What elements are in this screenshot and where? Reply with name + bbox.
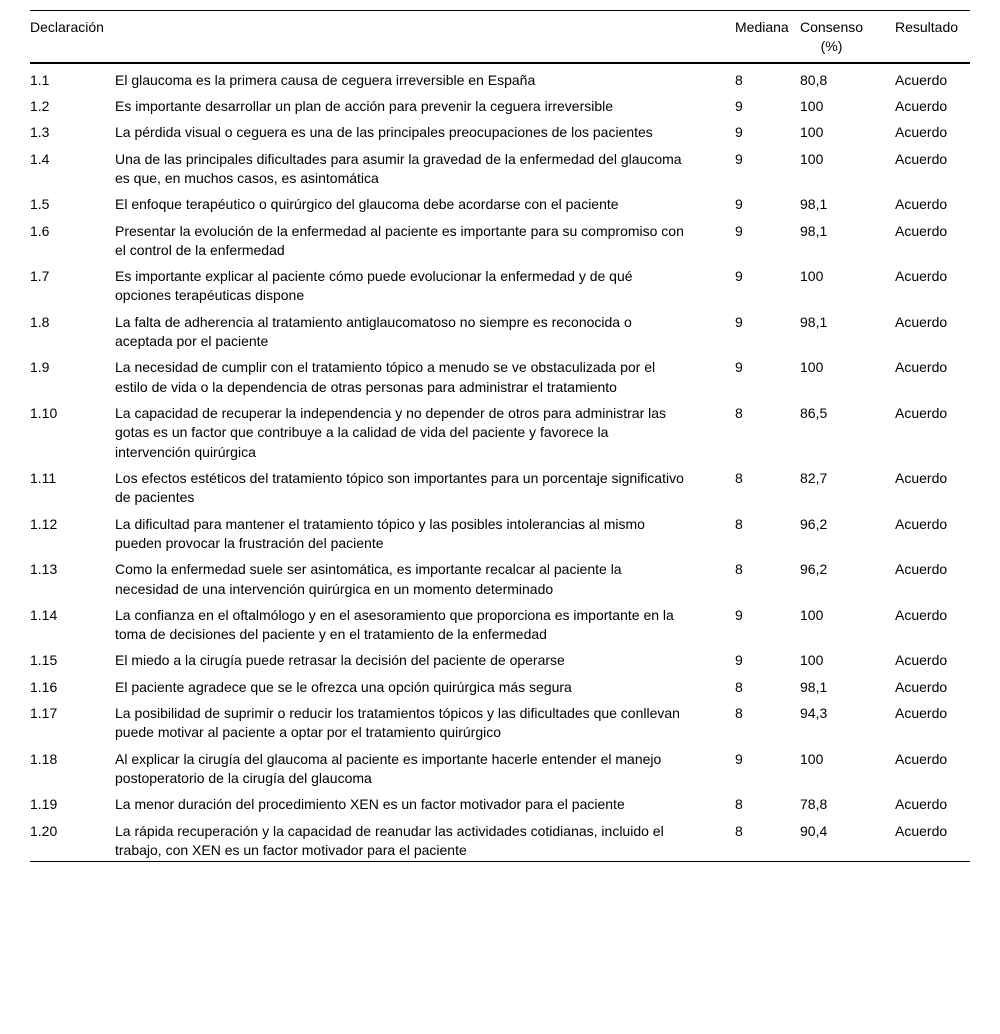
statement-text: La dificultad para mantener el tratamiento tópico y las posibles intolerancias al mismo pueden provocar la frustración del paciente bbox=[115, 515, 645, 551]
median-value: 9 bbox=[735, 750, 743, 767]
statement-id: 1.6 bbox=[30, 222, 50, 239]
header-median: Mediana bbox=[735, 11, 800, 63]
consensus-value: 98,1 bbox=[800, 678, 828, 695]
header-row bbox=[30, 11, 970, 63]
result-value: Acuerdo bbox=[895, 359, 948, 376]
median-value: 9 bbox=[735, 150, 743, 167]
consensus-value: 98,1 bbox=[800, 313, 828, 330]
statement-text: El enfoque terapéutico o quirúrgico del glaucoma debe acordarse con el paciente bbox=[115, 196, 619, 213]
table-row bbox=[30, 144, 970, 190]
consensus-value: 100 bbox=[800, 606, 824, 623]
statement-text: Al explicar la cirugía del glaucoma al paciente es importante hacerle entender el manejo postoperatorio de la cirugía del glaucoma bbox=[115, 750, 662, 786]
consensus-value: 100 bbox=[800, 124, 824, 141]
consensus-value: 98,1 bbox=[800, 222, 828, 239]
consensus-value: 100 bbox=[800, 268, 824, 285]
result-value: Acuerdo bbox=[895, 705, 948, 722]
table-row bbox=[30, 117, 970, 143]
consensus-value: 78,8 bbox=[800, 796, 828, 813]
statement-text: La falta de adherencia al tratamiento antiglaucomatoso no siempre es reconocida o aceptada por el paciente bbox=[115, 313, 632, 350]
header-result: Resultado bbox=[895, 11, 970, 63]
table-row bbox=[30, 744, 970, 790]
median-value: 9 bbox=[735, 313, 743, 330]
result-value: Acuerdo bbox=[895, 150, 948, 167]
result-value: Acuerdo bbox=[895, 678, 948, 695]
statement-id: 1.3 bbox=[30, 124, 50, 141]
statement-id: 1.1 bbox=[30, 71, 50, 88]
consensus-value: 96,2 bbox=[800, 561, 828, 578]
table-row bbox=[30, 789, 970, 815]
median-value: 8 bbox=[735, 822, 743, 839]
statement-id: 1.12 bbox=[30, 515, 58, 532]
median-value: 9 bbox=[735, 97, 743, 114]
table-row bbox=[30, 600, 970, 646]
statement-id: 1.4 bbox=[30, 150, 50, 167]
consensus-table bbox=[30, 10, 970, 862]
result-value: Acuerdo bbox=[895, 515, 948, 532]
median-value: 8 bbox=[735, 469, 743, 486]
result-value: Acuerdo bbox=[895, 405, 948, 421]
median-value: 8 bbox=[735, 796, 743, 813]
table-body bbox=[30, 63, 970, 862]
result-value: Acuerdo bbox=[895, 652, 948, 669]
statement-id: 1.7 bbox=[30, 268, 50, 285]
table-row bbox=[30, 307, 970, 353]
statement-id: 1.10 bbox=[30, 405, 58, 421]
statement-id: 1.14 bbox=[30, 606, 58, 623]
table-row bbox=[30, 698, 970, 744]
median-value: 8 bbox=[735, 71, 743, 88]
table-row bbox=[30, 261, 970, 307]
statement-text: Los efectos estéticos del tratamiento tópico son importantes para un porcentaje significativo de pacientes bbox=[115, 469, 684, 506]
result-value: Acuerdo bbox=[895, 268, 948, 285]
result-value: Acuerdo bbox=[895, 196, 948, 213]
median-value: 9 bbox=[735, 196, 743, 213]
statement-id: 1.2 bbox=[30, 97, 50, 114]
median-value: 8 bbox=[735, 705, 743, 722]
statement-text: La confianza en el oftalmólogo y en el asesoramiento que proporciona es importante en la toma de decisiones del paciente y en el tratamiento de la enfermedad bbox=[115, 606, 674, 643]
consensus-value: 100 bbox=[800, 750, 824, 767]
table-row bbox=[30, 554, 970, 600]
result-value: Acuerdo bbox=[895, 97, 948, 114]
statement-id: 1.19 bbox=[30, 796, 58, 813]
header-consensus-word: Consenso bbox=[800, 19, 864, 35]
statement-text: La pérdida visual o ceguera es una de las principales preocupaciones de los pacientes bbox=[115, 124, 653, 141]
statement-text: El paciente agradece que se le ofrezca una opción quirúrgica más segura bbox=[115, 678, 572, 695]
statement-text: Es importante desarrollar un plan de acción para prevenir la ceguera irreversible bbox=[115, 97, 614, 114]
statement-text: Una de las principales dificultades para asumir la gravedad de la enfermedad del glaucoma es que, en muchos casos, es asintomática bbox=[115, 150, 682, 186]
statement-id: 1.11 bbox=[30, 469, 57, 486]
table-row bbox=[30, 189, 970, 215]
table-row bbox=[30, 645, 970, 671]
table-row bbox=[30, 463, 970, 509]
result-value: Acuerdo bbox=[895, 313, 948, 330]
consensus-value: 98,1 bbox=[800, 196, 828, 213]
median-value: 8 bbox=[735, 678, 743, 695]
statement-text: La rápida recuperación y la capacidad de reanudar las actividades cotidianas, incluido el trabajo, con XEN es un factor motivador para el paciente bbox=[115, 822, 664, 858]
statement-id: 1.17 bbox=[30, 705, 58, 722]
table-row bbox=[30, 63, 970, 91]
statement-id: 1.20 bbox=[30, 822, 58, 839]
consensus-value: 100 bbox=[800, 359, 824, 376]
statement-text: La menor duración del procedimiento XEN es un factor motivador para el paciente bbox=[115, 796, 625, 813]
median-value: 8 bbox=[735, 515, 743, 532]
result-value: Acuerdo bbox=[895, 561, 948, 578]
statement-id: 1.5 bbox=[30, 196, 50, 213]
result-value: Acuerdo bbox=[895, 71, 948, 88]
statement-text: La capacidad de recuperar la independencia y no depender de otros para administrar las gotas es un factor que contribuye a la calidad de vida del paciente y favorece la intervención quirúrgica bbox=[115, 405, 667, 460]
statement-id: 1.13 bbox=[30, 561, 58, 578]
result-value: Acuerdo bbox=[895, 750, 948, 767]
header-consensus-unit: (%) bbox=[820, 38, 843, 55]
table-row bbox=[30, 398, 970, 463]
statement-text: El glaucoma es la primera causa de ceguera irreversible en España bbox=[115, 71, 536, 88]
statement-id: 1.18 bbox=[30, 750, 58, 767]
consensus-value: 82,7 bbox=[800, 469, 828, 486]
result-value: Acuerdo bbox=[895, 822, 948, 839]
result-value: Acuerdo bbox=[895, 222, 948, 239]
statement-id: 1.8 bbox=[30, 313, 50, 330]
consensus-value: 90,4 bbox=[800, 822, 828, 839]
table-row bbox=[30, 816, 970, 862]
table-row bbox=[30, 672, 970, 698]
consensus-value: 80,8 bbox=[800, 71, 828, 88]
result-value: Acuerdo bbox=[895, 606, 948, 623]
statement-text: Es importante explicar al paciente cómo puede evolucionar la enfermedad y de qué opciones terapéuticas dispone bbox=[115, 268, 633, 304]
result-value: Acuerdo bbox=[895, 124, 948, 141]
statement-text: Como la enfermedad suele ser asintomática, es importante recalcar al paciente la necesidad de una intervención quirúrgica en un momento determinado bbox=[115, 561, 622, 597]
header-consensus bbox=[800, 11, 895, 63]
median-value: 9 bbox=[735, 124, 743, 141]
table-row bbox=[30, 216, 970, 262]
statement-text: El miedo a la cirugía puede retrasar la decisión del paciente de operarse bbox=[115, 652, 565, 669]
result-value: Acuerdo bbox=[895, 796, 948, 813]
median-value: 8 bbox=[735, 405, 743, 421]
statement-text: La necesidad de cumplir con el tratamiento tópico a menudo se ve obstaculizada por el estilo de vida o la dependencia de otras personas para administrar el tratamiento bbox=[115, 359, 656, 395]
table-row bbox=[30, 352, 970, 398]
consensus-value: 100 bbox=[800, 97, 824, 114]
table-row bbox=[30, 509, 970, 555]
result-value: Acuerdo bbox=[895, 469, 948, 486]
table-row bbox=[30, 91, 970, 117]
consensus-value: 94,3 bbox=[800, 705, 828, 722]
statement-text: La posibilidad de suprimir o reducir los tratamientos tópicos y las dificultades que conllevan puede motivar al paciente a optar por el tratamiento quirúrgico bbox=[115, 705, 680, 741]
consensus-value: 86,5 bbox=[800, 405, 828, 421]
median-value: 9 bbox=[735, 222, 743, 239]
statement-id: 1.9 bbox=[30, 359, 50, 376]
median-value: 9 bbox=[735, 359, 743, 376]
header-declaration: Declaración bbox=[30, 11, 735, 63]
median-value: 9 bbox=[735, 268, 743, 285]
median-value: 9 bbox=[735, 606, 743, 623]
median-value: 8 bbox=[735, 561, 743, 578]
statement-text: Presentar la evolución de la enfermedad al paciente es importante para su compromiso con el control de la enfermedad bbox=[115, 222, 684, 258]
consensus-value: 100 bbox=[800, 150, 824, 167]
statement-id: 1.16 bbox=[30, 678, 58, 695]
consensus-value: 100 bbox=[800, 652, 824, 669]
median-value: 9 bbox=[735, 652, 743, 669]
consensus-value: 96,2 bbox=[800, 515, 828, 532]
table-header bbox=[30, 11, 970, 63]
statement-id: 1.15 bbox=[30, 652, 58, 669]
